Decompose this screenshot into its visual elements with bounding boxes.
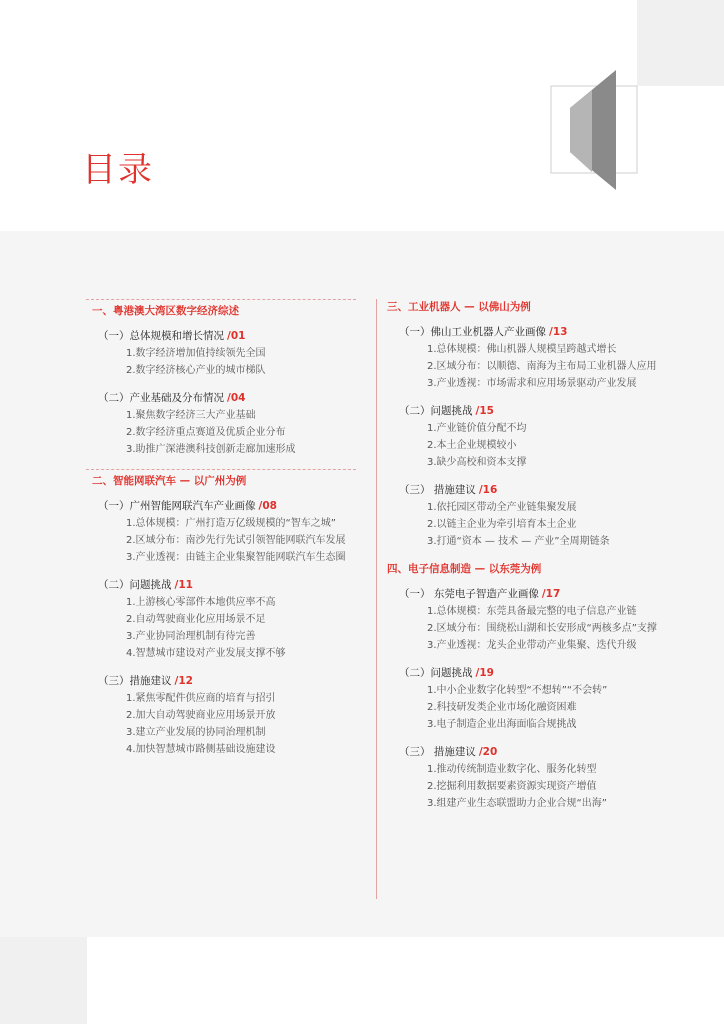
chapter-title: 二、智能网联汽车 — 以广州为例: [86, 469, 356, 488]
section-item-list: [427, 422, 667, 470]
section-heading[interactable]: [399, 665, 667, 680]
toc-section: [387, 665, 667, 732]
list-item[interactable]: 1.总体规模：广州打造万亿级规模的“智车之城”: [126, 518, 336, 529]
list-item[interactable]: 4.加快智慧城市路侧基础设施建设: [126, 744, 276, 755]
section-page-number: /17: [541, 588, 561, 600]
section-heading-label: （一） 东莞电子智造产业画像: [399, 588, 539, 600]
section-heading-label: （二）问题挑战: [98, 579, 172, 591]
toc-section: [86, 328, 356, 378]
list-item[interactable]: 1.依托园区带动全产业链集聚发展: [427, 502, 577, 513]
chapter-title: 四、电子信息制造 — 以东莞为例: [387, 563, 542, 575]
list-item[interactable]: 4.智慧城市建设对产业发展支撑不够: [126, 648, 286, 659]
section-heading[interactable]: [399, 744, 667, 759]
list-item[interactable]: 3.产业透视：龙头企业带动产业集聚、迭代升级: [427, 640, 637, 651]
list-item[interactable]: 2.区域分布：南沙先行先试引领智能网联汽车发展: [126, 535, 346, 546]
list-item[interactable]: 2.区域分布：以顺德、南海为主布局工业机器人应用: [427, 361, 657, 372]
section-heading[interactable]: [98, 328, 356, 343]
corner-block-top-right: [637, 0, 724, 86]
chapter-title: 一、粤港澳大湾区数字经济综述: [86, 299, 356, 318]
toc-section: [387, 403, 667, 470]
section-item-list: [126, 517, 356, 565]
list-item[interactable]: 1.紧焦零配件供应商的培育与招引: [126, 693, 276, 704]
section-item-list: [126, 692, 356, 757]
section-heading[interactable]: [98, 577, 356, 592]
toc-title: 目录: [82, 150, 154, 190]
list-item[interactable]: 2.以链主企业为牵引培育本土企业: [427, 519, 577, 530]
toc-section: [86, 498, 356, 565]
list-item[interactable]: 3.产业透视：由链主企业集聚智能网联汽车生态圈: [126, 552, 346, 563]
list-item[interactable]: 1.数字经济增加值持续领先全国: [126, 348, 266, 359]
list-item[interactable]: 3.助推广深港澳科技创新走廊加速形成: [126, 444, 296, 455]
list-item[interactable]: 2.区域分布：围绕松山湖和长安形成“两核多点”支撑: [427, 623, 657, 634]
list-item[interactable]: 2.本土企业规模较小: [427, 440, 517, 451]
list-item[interactable]: 3.建立产业发展的协同治理机制: [126, 727, 266, 738]
section-heading-label: （三） 措施建议: [399, 484, 476, 496]
section-heading-label: （一）广州智能网联汽车产业画像: [98, 500, 256, 512]
list-item[interactable]: 2.挖掘利用数据要素资源实现资产增值: [427, 781, 597, 792]
section-page-number: /12: [174, 675, 193, 687]
chapter-title: 三、工业机器人 — 以佛山为例: [387, 301, 531, 313]
list-item[interactable]: 3.产业透视：市场需求和应用场景驱动产业发展: [427, 378, 637, 389]
section-heading[interactable]: [98, 390, 356, 405]
section-heading-label: （一）总体规模和增长情况: [98, 330, 224, 342]
toc-left-column: [86, 299, 356, 769]
list-item[interactable]: 1.推动传统制造业数字化、服务化转型: [427, 764, 597, 775]
toc-section: [86, 673, 356, 757]
section-heading[interactable]: [98, 498, 356, 513]
toc-section: [387, 482, 667, 549]
section-heading[interactable]: [399, 324, 667, 339]
section-item-list: [126, 596, 356, 661]
section-item-list: [126, 409, 356, 457]
list-item[interactable]: 1.产业链价值分配不均: [427, 423, 527, 434]
list-item[interactable]: 1.中小企业数字化转型“不想转”“不会转”: [427, 685, 608, 696]
section-heading[interactable]: [399, 403, 667, 418]
section-heading-label: （二）问题挑战: [399, 667, 473, 679]
toc-section: [86, 390, 356, 457]
list-item[interactable]: 2.加大自动驾驶商业应用场景开放: [126, 710, 276, 721]
section-heading-label: （三）措施建议: [98, 675, 172, 687]
section-heading[interactable]: [399, 482, 667, 497]
section-page-number: /11: [174, 579, 193, 591]
section-item-list: [427, 763, 667, 811]
list-item[interactable]: 3.缺少高校和资本支撑: [427, 457, 527, 468]
list-item[interactable]: 3.打通“资本 — 技术 — 产业”全周期链条: [427, 536, 610, 547]
section-item-list: [427, 343, 667, 391]
section-page-number: /13: [549, 326, 568, 338]
section-item-list: [427, 605, 667, 653]
toc-section: [387, 324, 667, 391]
list-item[interactable]: 3.电子制造企业出海面临合规挑战: [427, 719, 577, 730]
section-heading-label: （三） 措施建议: [399, 746, 476, 758]
section-heading-label: （二）问题挑战: [399, 405, 473, 417]
list-item[interactable]: 3.产业协同治理机制有待完善: [126, 631, 256, 642]
section-page-number: /08: [258, 500, 277, 512]
section-page-number: /19: [475, 667, 494, 679]
section-page-number: /20: [478, 746, 498, 758]
section-heading-label: （一）佛山工业机器人产业画像: [399, 326, 546, 338]
section-item-list: [427, 684, 667, 732]
section-heading[interactable]: [399, 586, 667, 601]
section-heading-label: （二）产业基础及分布情况: [98, 392, 224, 404]
list-item[interactable]: 1.总体规模：东莞具备最完整的电子信息产业链: [427, 606, 637, 617]
list-item[interactable]: 1.总体规模：佛山机器人规模呈跨越式增长: [427, 344, 617, 355]
section-page-number: /16: [478, 484, 498, 496]
decorative-prism-graphic: [548, 64, 640, 194]
section-page-number: /01: [227, 330, 246, 342]
list-item[interactable]: 2.数字经济重点赛道及优质企业分布: [126, 427, 286, 438]
list-item[interactable]: 2.自动驾驶商业化应用场景不足: [126, 614, 266, 625]
list-item[interactable]: 1.上游核心零部件本地供应率不高: [126, 597, 276, 608]
section-item-list: [427, 501, 667, 549]
list-item[interactable]: 1.聚焦数字经济三大产业基础: [126, 410, 256, 421]
toc-section: [86, 577, 356, 661]
toc-section: [387, 744, 667, 811]
section-page-number: /04: [227, 392, 246, 404]
list-item[interactable]: 3.组建产业生态联盟助力企业合规“出海”: [427, 798, 607, 809]
section-item-list: [126, 347, 356, 378]
corner-block-bottom-left: [0, 937, 87, 1024]
toc-right-column: [376, 299, 667, 899]
list-item[interactable]: 2.数字经济核心产业的城市梯队: [126, 365, 266, 376]
section-page-number: /15: [475, 405, 494, 417]
section-heading[interactable]: [98, 673, 356, 688]
list-item[interactable]: 2.科技研发类企业市场化融资困难: [427, 702, 577, 713]
toc-section: [387, 586, 667, 653]
